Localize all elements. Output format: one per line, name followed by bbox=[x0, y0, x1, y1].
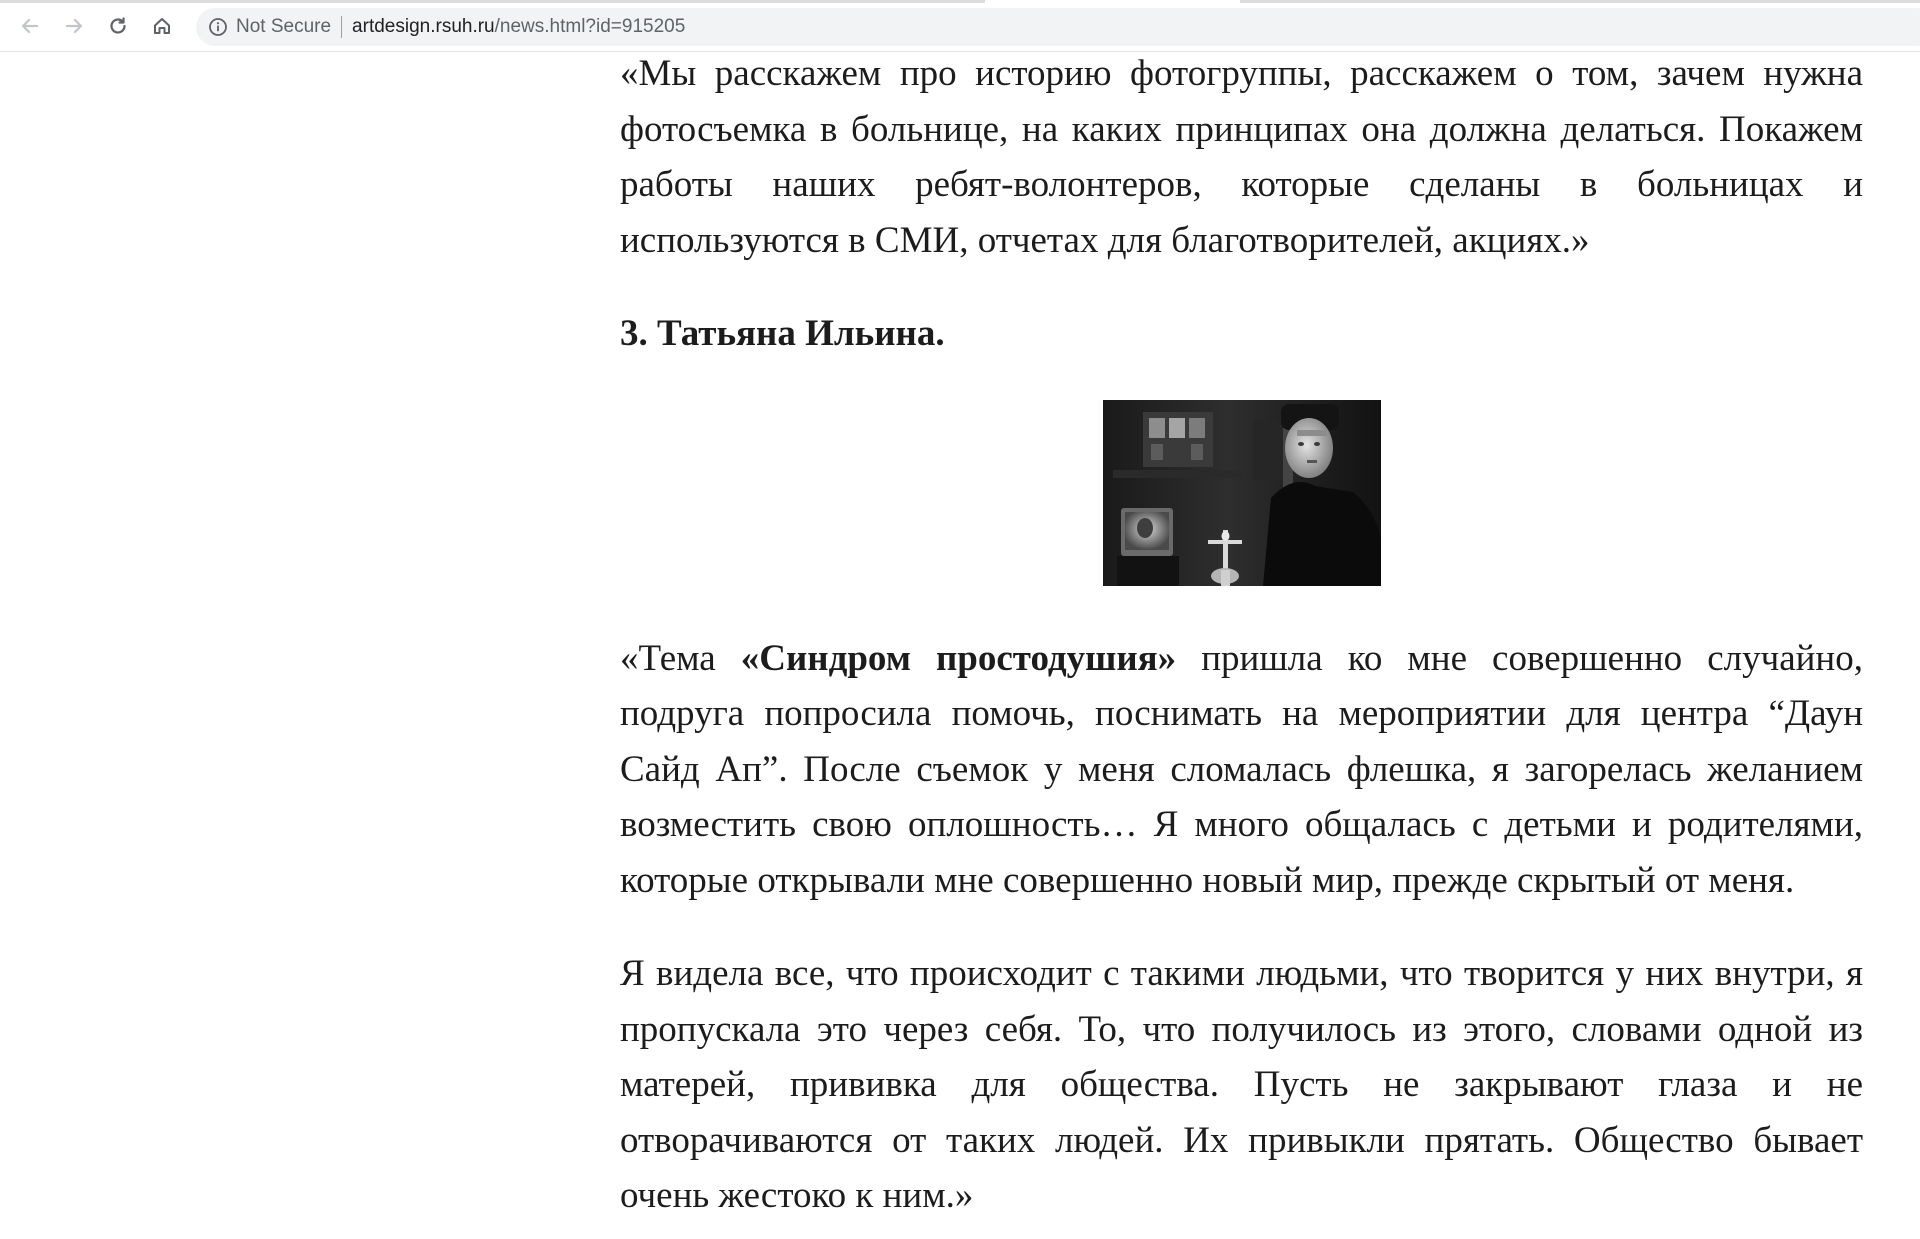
reload-icon bbox=[107, 15, 129, 37]
url-path: /news.html?id=915205 bbox=[494, 16, 686, 37]
arrow-left-icon bbox=[19, 15, 41, 37]
quote-paragraph-3: Я видела все, что происходит с такими людьми, что творится у них внутри, я пропускала это через себя. То, что получилось из этого, словами одной из матерей, прививка для общества. Пусть не закрывают глаза и не отворачиваются от таких людей. Их привыкли прятать. Общество бывает очень жестоко к ним.» bbox=[620, 953, 1863, 1216]
address-bar[interactable] bbox=[196, 8, 1920, 46]
home-button[interactable] bbox=[146, 10, 178, 42]
section-heading: 3. Татьяна Ильина. bbox=[620, 313, 945, 354]
back-button[interactable] bbox=[14, 10, 46, 42]
arrow-right-icon bbox=[63, 15, 85, 37]
address-separator bbox=[341, 16, 342, 38]
active-tab-edge bbox=[985, 0, 1240, 3]
security-label[interactable]: Not Secure bbox=[236, 16, 332, 37]
url-host: artdesign.rsuh.ru bbox=[352, 16, 495, 37]
article-body bbox=[620, 52, 1863, 1224]
article-photo bbox=[1103, 400, 1381, 586]
project-title: «Синдром простодушия» bbox=[740, 637, 1177, 679]
info-circle-icon[interactable] bbox=[208, 17, 228, 37]
paragraph-2-start: «Тема bbox=[620, 637, 741, 679]
paragraph-2-rest: пришла ко мне совершенно случайно, подруга попросила помочь, поснимать на мероприятии для центра “Даун Сайд Ап”. После съемок у меня сломалась флешка, я загорелась желанием возместить свою оплошность… Я много общалась с детьми и родителями, которые открывали мне совершенно новый мир, прежде скрытый от меня. bbox=[620, 637, 1863, 901]
photo-container bbox=[620, 400, 1863, 586]
home-icon bbox=[151, 15, 173, 37]
url-text[interactable] bbox=[352, 16, 685, 38]
quote-paragraph-2 bbox=[620, 631, 1863, 909]
browser-toolbar bbox=[0, 0, 1920, 52]
tab-strip-edge bbox=[0, 0, 1920, 3]
reload-button[interactable] bbox=[102, 10, 134, 42]
forward-button[interactable] bbox=[58, 10, 90, 42]
quote-paragraph-1: «Мы расскажем про историю фотогруппы, расскажем о том, зачем нужна фотосъемка в больнице, на каких принципах она должна делаться. Покажем работы наших ребят-волонтеров, которые сделаны в больницах и используются в СМИ, отчетах для благотворителей, акциях.» bbox=[620, 53, 1863, 261]
